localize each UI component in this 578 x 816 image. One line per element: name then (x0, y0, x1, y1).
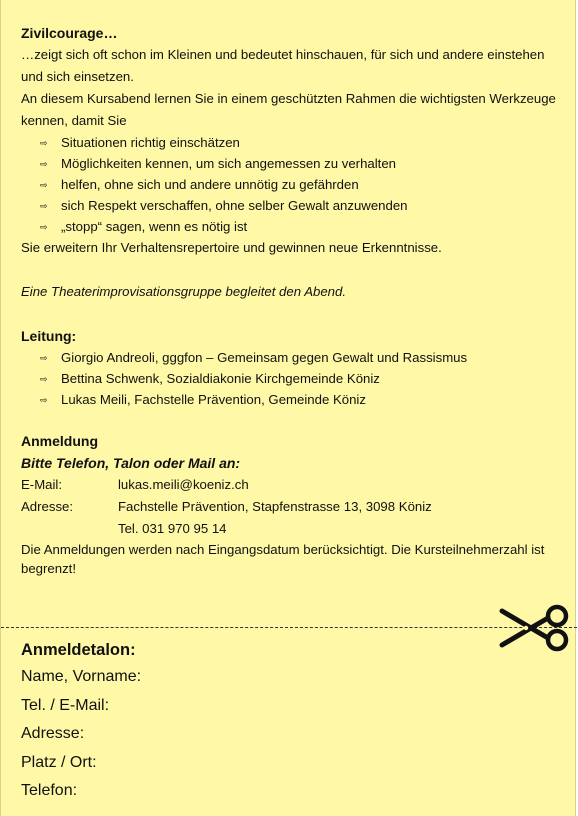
kursabend-text: An diesem Kursabend lernen Sie in einem geschützten Rahmen die wichtigsten Werkzeuge kennen, damit Sie (21, 91, 556, 128)
theater-note: Eine Theaterimprovisationsgruppe begleitet den Abend. (21, 284, 347, 299)
address-row (21, 496, 566, 518)
email-label: E-Mail: (21, 477, 63, 492)
list-item: ⇨ Möglichkeiten kennen, um sich angemessen zu verhalten (21, 153, 566, 174)
arrow-right-icon: ⇨ (40, 395, 48, 405)
arrow-right-icon: ⇨ (40, 201, 48, 211)
telefon-field[interactable]: Telefon: (21, 782, 78, 799)
name-field[interactable]: Name, Vorname: (21, 668, 142, 685)
cut-line (1, 627, 577, 628)
arrow-right-icon: ⇨ (40, 222, 48, 232)
list-item: ⇨ „stopp“ sagen, wenn es nötig ist (21, 216, 566, 237)
tel-email-field[interactable]: Tel. / E-Mail: (21, 696, 110, 714)
arrow-right-icon: ⇨ (40, 159, 48, 169)
ziele-list (21, 132, 566, 237)
platz-ort-field[interactable]: Platz / Ort: (21, 753, 97, 771)
email-link[interactable]: lukas.meili@koeniz.ch (118, 477, 249, 492)
tel-row (21, 518, 566, 540)
leitung-title: Leitung: (21, 328, 77, 344)
list-item: ⇨ Bettina Schwenk, Sozialdiakonie Kirchgemeinde Köniz (21, 368, 566, 389)
flyer-content (21, 22, 566, 578)
arrow-right-icon: ⇨ (40, 138, 48, 148)
list-item: ⇨ Situationen richtig einschätzen (21, 132, 566, 153)
leitung-list (21, 347, 566, 410)
zivilcourage-intro: …zeigt sich oft schon im Kleinen und bedeutet hinschauen, für sich und andere einstehen und sich einsetzen. (21, 47, 545, 84)
adresse-field[interactable]: Adresse: (21, 725, 85, 742)
address-label: Adresse: (21, 499, 74, 514)
list-item: ⇨ Lukas Meili, Fachstelle Prävention, Gemeinde Köniz (21, 389, 566, 410)
erkenntnisse-text: Sie erweitern Ihr Verhaltensrepertoire und gewinnen neue Erkenntnisse. (21, 240, 442, 255)
list-item: ⇨ Giorgio Andreoli, gggfon – Gemeinsam gegen Gewalt und Rassismus (21, 347, 566, 368)
anmeldung-note: Die Anmeldungen werden nach Eingangsdatum berücksichtigt. Die Kursteilnehmerzahl ist begrenzt! (21, 542, 545, 576)
arrow-right-icon: ⇨ (40, 180, 48, 190)
talon-title: Anmeldetalon: (21, 641, 136, 659)
list-item: ⇨ sich Respekt verschaffen, ohne selber Gewalt anzuwenden (21, 195, 566, 216)
anmeldung-title: Anmeldung (21, 433, 98, 449)
anmeldung-subtitle: Bitte Telefon, Talon oder Mail an: (21, 455, 241, 471)
list-item: ⇨ helfen, ohne sich und andere unnötig zu gefährden (21, 174, 566, 195)
address-value: Fachstelle Prävention, Stapfenstrasse 13, 3098 Köniz (118, 499, 432, 514)
arrow-right-icon: ⇨ (40, 374, 48, 384)
anmeldetalon (21, 637, 561, 806)
tel-value: Tel. 031 970 95 14 (118, 521, 227, 536)
zivilcourage-title: Zivilcourage… (21, 25, 118, 41)
arrow-right-icon: ⇨ (40, 353, 48, 363)
email-row (21, 474, 566, 496)
